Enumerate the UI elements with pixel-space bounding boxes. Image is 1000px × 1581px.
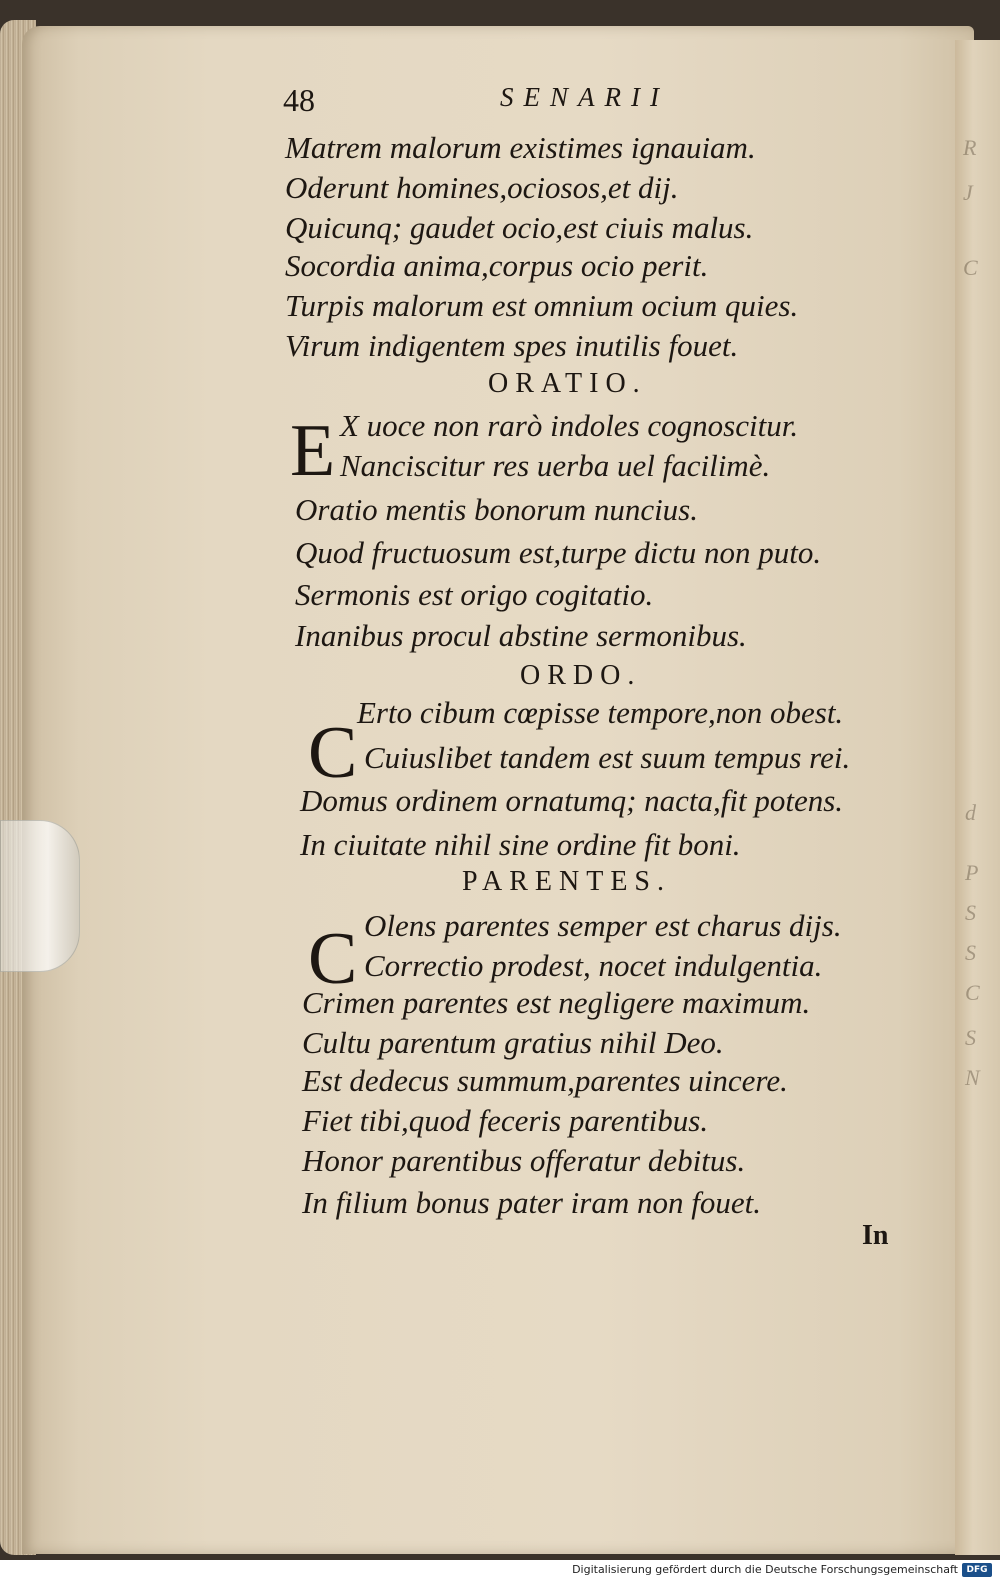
digitization-footer <box>0 1560 1000 1581</box>
text-line: Nanciscitur res uerba uel facilimè. <box>340 448 771 483</box>
text-line: Oderunt homines,ociosos,et dij. <box>285 170 679 205</box>
section-heading-oratio: ORATIO. <box>488 368 647 399</box>
text-line: Oratio mentis bonorum nuncius. <box>295 492 698 527</box>
drop-cap: C <box>308 712 358 794</box>
text-line: Matrem malorum existimes ignauiam. <box>285 130 756 165</box>
text-line: Quicunq; gaudet ocio,est ciuis malus. <box>285 210 754 245</box>
text-line: Olens parentes semper est charus dijs. <box>364 908 842 943</box>
footer-credit: Digitalisierung gefördert durch die Deutsche Forschungsgemeinschaft <box>572 1563 958 1576</box>
text-line: Inanibus procul abstine sermonibus. <box>295 618 747 653</box>
facing-page-strip: R J C d P S S C S N <box>955 40 1000 1555</box>
text-line: Socordia anima,corpus ocio perit. <box>285 248 709 283</box>
text-line: In filium bonus pater iram non fouet. <box>302 1185 761 1220</box>
text-line: X uoce non rarò indoles cognoscitur. <box>340 408 799 443</box>
dfg-logo: DFG <box>962 1563 992 1577</box>
text-line: In ciuitate nihil sine ordine fit boni. <box>300 827 741 862</box>
text-line: Cultu parentum gratius nihil Deo. <box>302 1025 724 1060</box>
drop-cap: C <box>308 918 358 1000</box>
text-line: Fiet tibi,quod feceris parentibus. <box>302 1103 709 1138</box>
drop-cap: E <box>290 410 336 492</box>
section-heading-ordo: ORDO. <box>520 660 642 691</box>
text-line: Est dedecus summum,parentes uincere. <box>302 1063 788 1098</box>
text-line: Quod fructuosum est,turpe dictu non puto. <box>295 535 822 570</box>
text-line: Correctio prodest, nocet indulgentia. <box>364 948 823 983</box>
text-line: Domus ordinem ornatumq; nacta,fit potens. <box>300 783 844 818</box>
text-line: Erto cibum cœpisse tempore,non obest. <box>357 695 844 730</box>
text-line: Turpis malorum est omnium ocium quies. <box>285 288 799 323</box>
catchword: In <box>862 1220 889 1251</box>
page-clip <box>0 820 80 972</box>
text-line: Sermonis est origo cogitatio. <box>295 577 654 612</box>
page-number: 48 <box>283 82 315 118</box>
text-line: Cuiuslibet tandem est suum tempus rei. <box>364 740 851 775</box>
text-line: Honor parentibus offeratur debitus. <box>302 1143 746 1178</box>
running-title: SENARII <box>500 82 669 112</box>
text-line: Crimen parentes est negligere maximum. <box>302 985 811 1020</box>
section-heading-parentes: PARENTES. <box>462 866 672 897</box>
text-line: Virum indigentem spes inutilis fouet. <box>285 328 739 363</box>
